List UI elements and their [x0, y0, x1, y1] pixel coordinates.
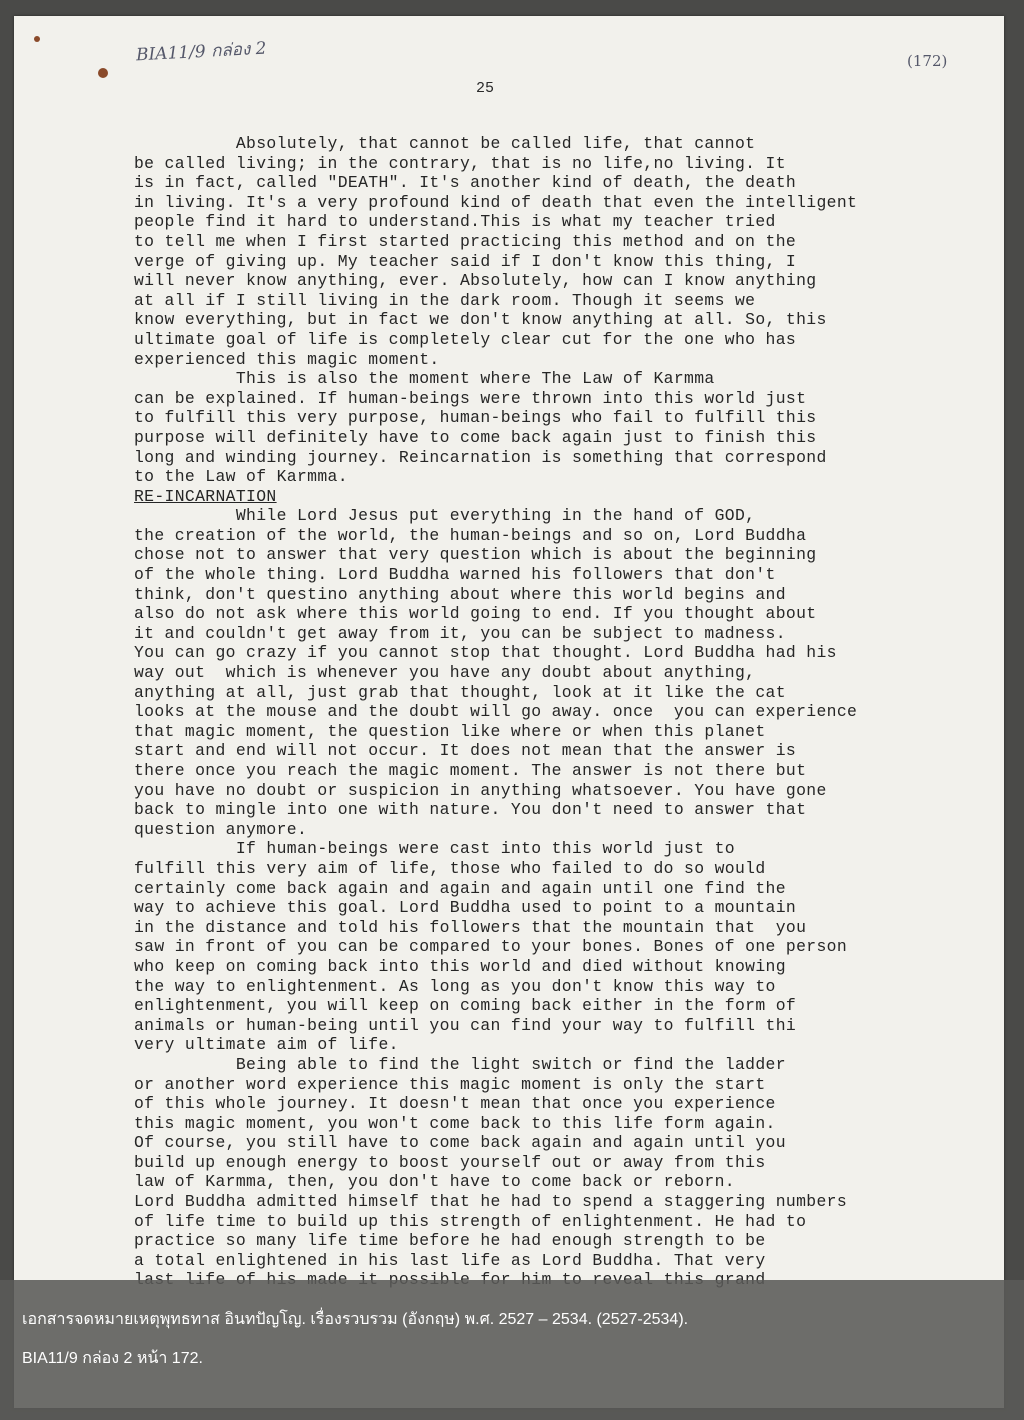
text-line: in the distance and told his followers that the mountain that you	[134, 917, 807, 937]
text-line: a total enlightened in his last life as Lord Buddha. That very	[134, 1250, 766, 1270]
text-line: This is also the moment where The Law of Karmma	[134, 369, 715, 389]
text-line: this magic moment, you won't come back to this life form again.	[134, 1113, 776, 1133]
text-line: or another word experience this magic moment is only the start	[134, 1074, 766, 1094]
typed-text-body	[134, 134, 994, 1290]
text-line: will never know anything, ever. Absolutely, how can I know anything	[134, 271, 817, 291]
text-line: While Lord Jesus put everything in the hand of GOD,	[134, 506, 756, 526]
text-line: know everything, but in fact we don't know anything at all. So, this	[134, 310, 827, 330]
text-line: looks at the mouse and the doubt will go away. once you can experience	[134, 702, 858, 722]
text-line: who keep on coming back into this world and died without knowing	[134, 956, 786, 976]
caption-bar	[0, 1280, 1024, 1420]
caption-title: เอกสารจดหมายเหตุพุทธทาส อินทปัญโญ. เรื่องรวบรวม (อังกฤษ) พ.ศ. 2527 – 2534. (2527-2534).	[22, 1311, 689, 1328]
text-line: Lord Buddha admitted himself that he had to spend a staggering numbers	[134, 1192, 848, 1212]
handwritten-page-ref: (172)	[907, 52, 948, 70]
text-line: law of Karmma, then, you don't have to come back or reborn.	[134, 1172, 735, 1192]
text-line: ultimate goal of life is completely clear cut for the one who has	[134, 329, 797, 349]
text-line: verge of giving up. My teacher said if I don't know this thing, I	[134, 251, 797, 271]
text-line: experienced this magic moment.	[134, 349, 440, 369]
text-line: of life time to build up this strength of enlightenment. He had to	[134, 1211, 807, 1231]
text-line: enlightenment, you will keep on coming back either in the form of	[134, 996, 797, 1016]
text-line: of this whole journey. It doesn't mean that once you experience	[134, 1094, 776, 1114]
text-line: you have no doubt or suspicion in anything whatsoever. You have gone	[134, 780, 827, 800]
text-line: of the whole thing. Lord Buddha warned his followers that don't	[134, 565, 776, 585]
text-line: way out which is whenever you have any doubt about anything,	[134, 663, 756, 683]
text-line: practice so many life time before he had enough strength to be	[134, 1231, 766, 1251]
text-line: If human-beings were cast into this world just to	[134, 839, 735, 859]
text-line: chose not to answer that very question which is about the beginning	[134, 545, 817, 565]
text-line: to tell me when I first started practicing this method and on the	[134, 231, 797, 251]
text-line: purpose will definitely have to come back again just to finish this	[134, 427, 817, 447]
section-heading: RE-INCARNATION	[134, 486, 277, 506]
text-line: to the Law of Karmma.	[134, 467, 348, 487]
text-line: animals or human-being until you can find your way to fulfill thi	[134, 1015, 797, 1035]
text-line: fulfill this very aim of life, those who failed to do so would	[134, 858, 766, 878]
text-line: anything at all, just grab that thought, look at it like the cat	[134, 682, 786, 702]
caption-reference: BIA11/9 กล่อง 2 หน้า 172.	[22, 1350, 203, 1367]
text-line: build up enough energy to boost yourself out or away from this	[134, 1152, 766, 1172]
text-line: back to mingle into one with nature. You don't need to answer that	[134, 800, 807, 820]
text-line: Absolutely, that cannot be called life, that cannot	[134, 134, 756, 153]
text-line: question anymore.	[134, 819, 308, 839]
text-line: Being able to find the light switch or find the ladder	[134, 1054, 786, 1074]
text-line: also do not ask where this world going to end. If you thought about	[134, 604, 817, 624]
text-line: Of course, you still have to come back again and again until you	[134, 1133, 786, 1153]
text-line: be called living; in the contrary, that is no life,no living. It	[134, 153, 786, 173]
text-line: it and couldn't get away from it, you can be subject to madness.	[134, 623, 786, 643]
text-line: in living. It's a very profound kind of death that even the intelligent	[134, 192, 858, 212]
text-line: that magic moment, the question like where or when this planet	[134, 721, 766, 741]
text-line: start and end will not occur. It does not mean that the answer is	[134, 741, 797, 761]
text-line: there once you reach the magic moment. The answer is not there but	[134, 761, 807, 780]
text-line: to fulfill this very purpose, human-beings who fail to fulfill this	[134, 408, 817, 428]
document-page	[14, 16, 1004, 1408]
text-line: can be explained. If human-beings were thrown into this world just	[134, 388, 807, 408]
ink-stain	[34, 36, 40, 42]
text-line: the creation of the world, the human-beings and so on, Lord Buddha	[134, 525, 807, 545]
text-line: You can go crazy if you cannot stop that thought. Lord Buddha had his	[134, 643, 837, 663]
text-line: saw in front of you can be compared to your bones. Bones of one person	[134, 937, 848, 957]
ink-stain	[98, 68, 108, 78]
handwritten-archive-code: BIA11/9 กล่อง 2	[135, 38, 267, 66]
text-line: very ultimate aim of life.	[134, 1035, 399, 1055]
text-line: the way to enlightenment. As long as you don't know this way to	[134, 976, 776, 996]
text-line: at all if I still living in the dark room. Though it seems we	[134, 290, 756, 310]
text-line: people find it hard to understand.This is what my teacher tried	[134, 212, 776, 232]
page-number: 25	[476, 80, 495, 97]
text-line: certainly come back again and again and again until one find the	[134, 878, 786, 898]
text-line: is in fact, called "DEATH". It's another kind of death, the death	[134, 173, 797, 193]
text-line: long and winding journey. Reincarnation is something that correspond	[134, 447, 827, 467]
text-line: think, don't questino anything about where this world begins and	[134, 584, 786, 604]
text-line: way to achieve this goal. Lord Buddha used to point to a mountain	[134, 898, 797, 918]
